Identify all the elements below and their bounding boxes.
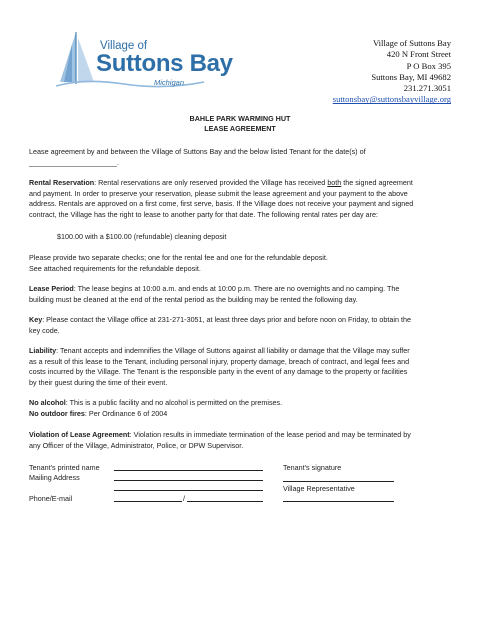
mailing-address-row [29,473,80,483]
printed-name-row [29,463,100,473]
liability-text: : Tenant accepts and indemnifies the Village of Suttons against all liability or damage that the Village may suffer [56,346,410,355]
reservation-line-1 [29,178,453,189]
checks-paragraph [29,253,453,274]
rental-rate [57,232,480,243]
tenant-signature-field[interactable] [283,474,394,482]
logo-line-3: Michigan [154,78,185,87]
address-phone: 231.271.3051 [403,83,451,94]
key-line-1 [29,315,453,326]
liability-line-4: by their guest during the time of their event. [29,377,168,387]
liability-line-1 [29,346,453,357]
village-rep-label-row [283,484,355,494]
violation-line-2: any Officer of the Village, Administrator, Police, or DPW Supervisor. [29,440,244,450]
reservation-label: Rental Reservation [29,178,95,187]
lease-period-line-2: building must be cleaned at the end of the rental period as the building may be rented the following day. [29,294,358,304]
intro-line-1: Lease agreement by and between the Village of Suttons Bay and the below listed Tenant for the date(s) of [29,147,366,156]
violation-paragraph [29,430,453,451]
document-title [0,114,480,134]
alcohol-text: : This is a public facility and no alcohol is permitted on the premises. [65,398,283,407]
village-rep-signature-field[interactable] [283,494,394,502]
address-block [333,38,451,106]
reservation-line-3: address. Rentals are approved on a first come, first serve, basis. If the Village does not receive your payment and signed [29,199,414,209]
key-paragraph [29,315,453,336]
printed-name-label: Tenant’s printed name [29,463,100,472]
alcohol-line [29,398,453,409]
tenant-signature-label-row [283,463,341,473]
logo-line-2: Suttons Bay [96,50,233,77]
mailing-address-field-1[interactable] [114,473,263,481]
tenant-signature-label: Tenant’s signature [283,463,342,472]
reservation-line-2: and payment. In order to preserve your reservation, please submit the lease agreement and your payment to the above [29,188,408,198]
phone-email-row [29,494,72,504]
liability-paragraph [29,346,453,388]
village-logo [54,30,233,96]
logo-line-1: Village of [100,40,148,52]
reservation-text-both: both [327,178,342,187]
violation-text: : Violation results in immediate termination of the lease period and may be terminated by [129,430,411,439]
intro-paragraph [29,147,453,168]
title-line-1: BAHLE PARK WARMING HUT [189,114,291,123]
fires-text: : Per Ordinance 6 of 2004 [84,408,168,418]
reservation-line-4: contract, the Village has the right to lease to another party for that date. The following rental rates per day are: [29,209,378,219]
alcohol-label: No alcohol [29,398,66,407]
key-text: : Please contact the Village office at 231-271-3051, at least three days prior and before noon on Friday, to obtain the [42,315,411,324]
liability-line-3: costs incurred by the Village. The Tenant is the responsible party in the event of any damage to the property or facilities [29,367,408,377]
rate-text: $100.00 with a $100.00 (refundable) cleaning deposit [57,232,227,241]
checks-line-2: See attached requirements for the refundable deposit. [29,263,201,273]
email-field[interactable] [187,494,263,502]
reservation-text-b: the signed agreement [341,178,413,187]
address-pobox: P O Box 395 [406,60,451,71]
key-line-2: key code. [29,325,60,335]
restrictions-paragraph [29,398,453,419]
intro-line-2: ______________________. [29,157,119,167]
title-line-2: LEASE AGREEMENT [204,124,276,133]
lease-period-line-1 [29,284,453,295]
address-street: 420 N Front Street [386,49,451,60]
phone-email-label: Phone/E-mail [29,494,73,503]
checks-line-1: Please provide two separate checks; one for the rental fee and one for the refundable deposit. [29,253,328,262]
lease-period-label: Lease Period [29,284,74,293]
liability-line-2: as a result of this lease to the Tenant, including personal injury, property damage, breach of contract, and legal fees and [29,356,410,366]
lease-period-paragraph [29,284,453,305]
fires-label: No outdoor fires [29,408,85,418]
mailing-address-label: Mailing Address [29,473,80,482]
violation-label: Violation of Lease Agreement [29,430,130,439]
reservation-text-a: : Rental reservations are only reserved provided the Village has received [94,178,328,187]
lease-period-text: : The lease begins at 10:00 a.m. and ends at 10:00 p.m. There are no overnights and no camping. The [73,284,400,293]
village-rep-label: Village Representative [283,484,355,493]
fires-line [29,409,453,420]
phone-field[interactable] [114,494,182,502]
phone-email-separator: / [183,494,185,503]
mailing-address-field-2[interactable] [114,483,263,491]
key-label: Key [29,315,43,324]
printed-name-field[interactable] [114,463,263,471]
address-email-link[interactable]: suttonsbay@suttonsbayvillage.org [332,94,451,105]
liability-label: Liability [29,346,57,355]
address-city: Suttons Bay, MI 49682 [371,71,451,82]
rental-reservation-paragraph [29,178,453,220]
violation-line-1 [29,430,453,441]
address-name: Village of Suttons Bay [372,38,451,48]
